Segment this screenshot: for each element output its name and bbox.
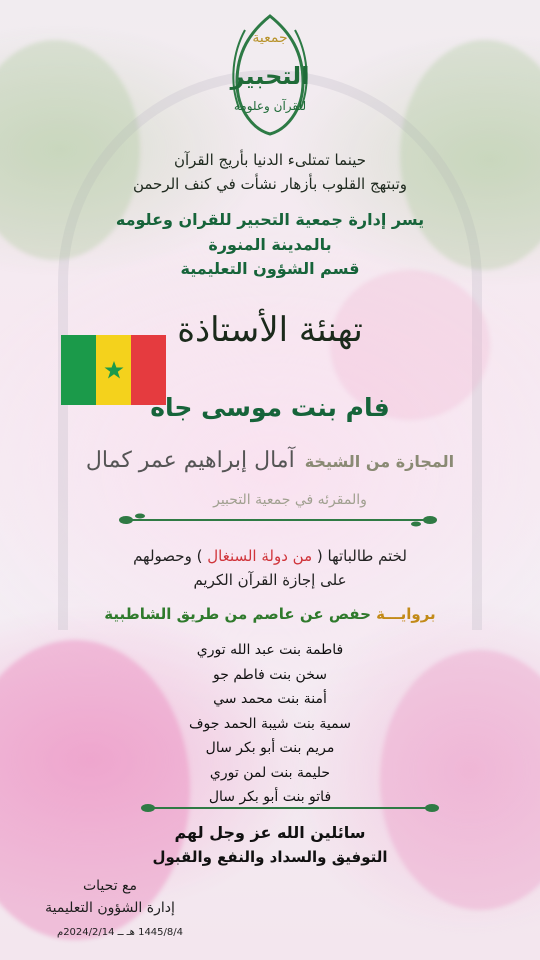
list-item: سمية بنت شيبة الحمد جوف <box>189 715 351 732</box>
logo-main-word: التحبير <box>230 62 310 90</box>
license-row <box>60 448 480 473</box>
student-list <box>0 638 540 810</box>
list-item: فاتو بنت أبو بكر سال <box>208 789 332 805</box>
completion-line-2: على إجازة القرآن الكريم <box>193 571 347 589</box>
list-item: حليمة بنت لمن توري <box>209 764 331 781</box>
prayer-line-2: التوفيق والسداد والنفع والقبول <box>152 848 388 866</box>
footer-greeting: مع تحيات <box>82 878 137 894</box>
association-logo <box>215 12 325 137</box>
org-line-3: قسم الشؤون التعليمية <box>180 259 360 278</box>
vine-divider <box>140 800 440 816</box>
org-line-2: بالمدينة المنورة <box>208 235 332 254</box>
riwaya-chain: حفص عن عاصم من طريق الشاطبية <box>104 605 371 623</box>
completion-part-1: لختم طالباتها ( <box>316 547 407 565</box>
congrats-heading: تهنئة الأستاذة <box>177 310 363 350</box>
org-line-1: يسر إدارة جمعية التحبير للقران وعلومه <box>115 210 425 229</box>
reciter-note: والمقرئه في جمعية التحبير <box>213 492 367 508</box>
list-item: سخن بنت فاطم جو <box>213 666 327 683</box>
list-item: أمنة بنت محمد سي <box>213 691 327 707</box>
list-item: مريم بنت أبو بكر سال <box>205 740 335 756</box>
country-name: من دولة السنغال <box>207 547 313 565</box>
logo-sub-word: للقرآن وعلومه <box>233 99 307 113</box>
intro-line-1: حينما تمتلىء الدنيا بأريج القرآن <box>173 151 367 169</box>
license-sheikha-name: آمال إبراهيم عمر كمال <box>85 448 295 473</box>
footer-department: إدارة الشؤون التعليمية <box>45 900 175 916</box>
completion-line-1 <box>40 547 500 565</box>
completion-part-2: ) وحصولهم <box>133 547 203 565</box>
riwaya-word: بروايـــة <box>376 605 436 623</box>
list-item: فاطمة بنت عبد الله توري <box>196 642 344 658</box>
footer-date: 1445/8/4 هـ ــ 2024/2/14م <box>56 927 183 938</box>
star-icon <box>104 360 124 380</box>
prayer-line-1: سائلين الله عز وجل لهم <box>174 823 366 842</box>
teacher-name: فام بنت موسى جاه <box>150 393 390 422</box>
vine-divider <box>118 512 438 528</box>
logo-top-word: جمعية <box>252 30 288 46</box>
license-prefix: المجازة من الشيخة <box>304 452 455 471</box>
riwaya-line <box>20 605 520 623</box>
intro-line-2: وتبتهج القلوب بأزهار نشأت في كنف الرحمن <box>132 175 408 193</box>
